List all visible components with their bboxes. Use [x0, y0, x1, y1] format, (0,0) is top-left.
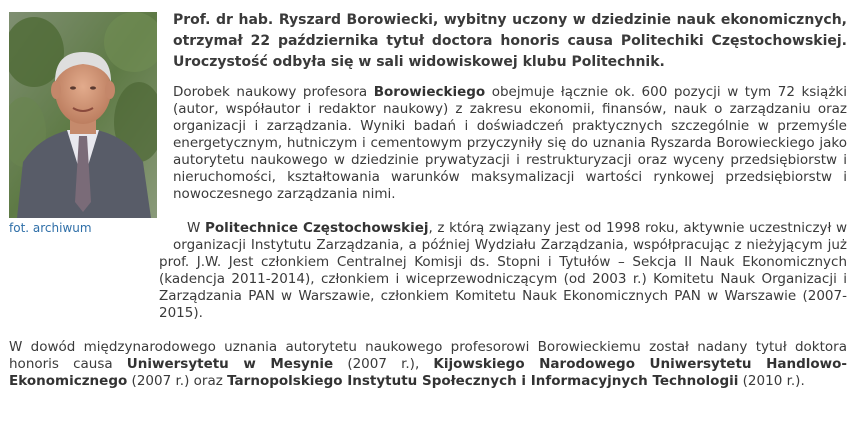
text-run: (2010 r.).	[738, 373, 805, 389]
text-run: (2007 r.),	[333, 356, 434, 372]
text-run: obejmuje łącznie ok. 600 pozycji w tym 72 książki (autor, współautor i redaktor naukowy) z zakresu ekonomii, finansów, nauk o zarządzaniu oraz organizacji i zarządzania. Wyniki badań i doświadczeń praktycznych szczególnie w przemyśle energetycznym, hutniczym i cementowym przyczyniły się do uznania Ryszarda Borowieckiego jako autorytetu naukowego w dziedzinie prywatyzacji i restrukturyzacji oraz wyceny przedsiębiorstw i nieruchomości, kształtowania warunków maksymalizacji wartości rynkowej przedsiębiorstw i nowoczesnego zarządzania nimi.	[173, 84, 847, 202]
bold-kyiv: Kijowskiego Narodowego Uniwersytetu Handlowo-Ekonomicznego	[9, 356, 847, 389]
text-run: W	[187, 220, 205, 236]
text-run: (2007 r.) oraz	[127, 373, 228, 389]
photo-caption: fot. archiwum	[9, 221, 92, 235]
article	[9, 10, 847, 407]
text-run: W dowód międzynarodowego uznania autorytetu naukowego profesorowi Borowieckiemu został nadany tytuł doktora honoris causa	[9, 339, 847, 372]
text-run: Dorobek naukowy profesora	[173, 84, 374, 100]
paragraph-university	[9, 220, 847, 322]
bold-ternopil: Tarnopolskiego Instytutu Społecznych i Informacyjnych Technologii	[227, 373, 739, 389]
photo-figure	[9, 12, 159, 235]
lead-paragraph: Prof. dr hab. Ryszard Borowiecki, wybitny uczony w dziedzinie nauk ekonomicznych, otrzymał 22 października tytuł doctora honoris causa Politechiki Częstochowskiej. Uroczystość odbyła się w sali widowiskowej klubu Politechnik.	[173, 12, 847, 70]
bold-messina: Uniwersytetu w Mesynie	[126, 356, 334, 372]
bold-name: Borowieckiego	[373, 84, 486, 100]
bold-university: Politechnice Częstochowskiej	[204, 220, 429, 236]
text-run: , z którą związany jest od 1998 roku, aktywnie uczestniczył w organizacji Instytutu Zarządzania, a później Wydziału Zarządzania, współpracując z nieżyjącym już prof. J.W. Jest członkiem Centralnej Komisji ds. Stopni i Tytułów – Sekcja II Nauk Ekonomicznych (kadencja 2011-2014), członkiem i wiceprzewodniczącym (od 2003 r.) Komitetu Nauk Organizacji i Zarządzania PAN w Warszawie, członkiem Komitetu Nauk Ekonomicznych PAN w Warszawie (2007-2015).	[159, 220, 848, 321]
paragraph-honors	[9, 339, 847, 390]
portrait-photo	[9, 12, 157, 218]
